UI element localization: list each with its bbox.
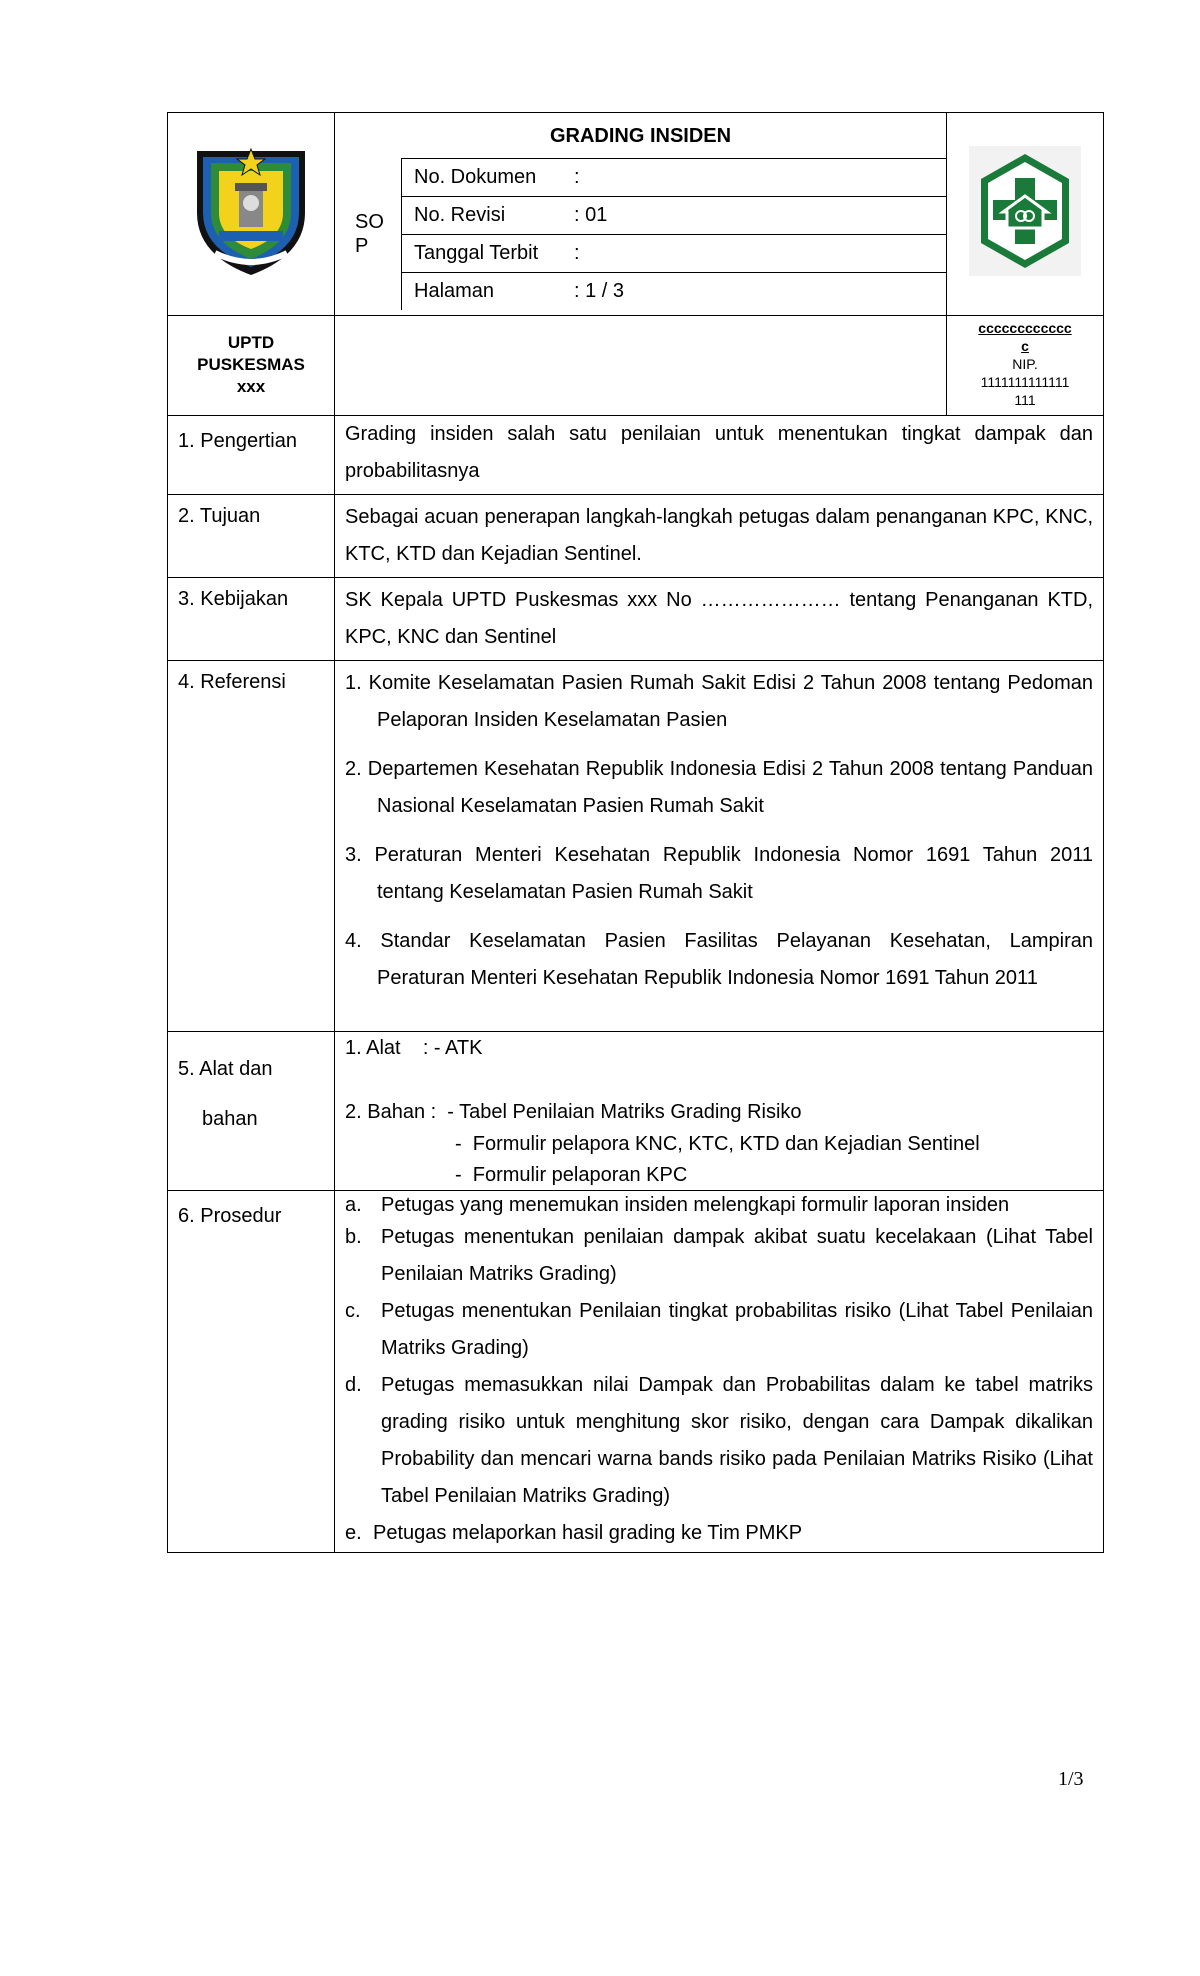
bahan-line: 2. Bahan : - Tabel Penilaian Matriks Grading Risiko (345, 1101, 802, 1123)
section-label-kebijakan: 3. Kebijakan (168, 578, 335, 661)
blank-cell (335, 316, 947, 416)
sop-table (167, 112, 1104, 1553)
signer-name-cont: c (1021, 338, 1029, 354)
list-item: 1. Komite Keselamatan Pasien Rumah Sakit Edisi 2 Tahun 2008 tentang Pedoman Pelaporan Insiden Keselamatan Pasien (345, 672, 1093, 731)
puskesmas-logo-cell (947, 113, 1104, 316)
meta-row-halaman (402, 273, 947, 311)
list-marker: d. (345, 1374, 362, 1396)
sop-document (167, 112, 1103, 1553)
list-marker: e. (345, 1522, 362, 1544)
list-text: Petugas yang menemukan insiden melengkapi formulir laporan insiden (381, 1194, 1010, 1216)
section-label-prosedur: 6. Prosedur (168, 1191, 335, 1553)
list-item (335, 1293, 1093, 1367)
signer-name: cccccccccccc (978, 320, 1072, 336)
meta-label: Tanggal Terbit (414, 242, 539, 264)
meta-label: Halaman (414, 280, 495, 302)
bahan-item: - Formulir pelapora KNC, KTC, KTD dan Kejadian Sentinel (455, 1133, 980, 1155)
document-title: GRADING INSIDEN (549, 125, 732, 147)
list-item (335, 1515, 1093, 1552)
list-item: 3. Peraturan Menteri Kesehatan Republik Indonesia Nomor 1691 Tahun 2011 tentang Keselamatan Pasien Rumah Sakit (345, 844, 1093, 903)
unit-name (168, 316, 334, 398)
bahan-item: - Formulir pelaporan KPC (455, 1164, 688, 1186)
page-number: 1/3 (1058, 1768, 1084, 1790)
procedure-list (335, 1191, 1093, 1552)
section-text-kebijakan: SK Kepala UPTD Puskesmas xxx No ………………… tentang Penanganan KTD, KPC, KNC dan Sentinel (335, 578, 1104, 661)
list-item (335, 1367, 1093, 1515)
regency-emblem-icon (189, 143, 313, 279)
section-content-alat (335, 1032, 1104, 1191)
label-line: 5. Alat dan (178, 1058, 273, 1080)
list-item: 2. Departemen Kesehatan Republik Indonesia Edisi 2 Tahun 2008 tentang Panduan Nasional Keselamatan Pasien Rumah Sakit (345, 758, 1093, 817)
header-center-cell (335, 113, 947, 316)
meta-label: No. Revisi (414, 204, 506, 226)
meta-value: : (574, 166, 580, 188)
unit-line: PUSKESMAS (197, 355, 305, 374)
reference-list (345, 665, 1093, 997)
signer-block (947, 316, 1103, 409)
document-meta-table (335, 158, 946, 310)
sop-label (335, 159, 402, 311)
list-item (335, 1219, 1093, 1293)
unit-line: UPTD (227, 333, 275, 352)
section-text-pengertian: Grading insiden salah satu penilaian untuk menentukan tingkat dampak dan probabilitasnya (335, 416, 1104, 495)
section-text-tujuan: Sebagai acuan penerapan langkah-langkah petugas dalam penanganan KPC, KNC, KTC, KTD dan Kejadian Sentinel. (335, 495, 1104, 578)
section-label-pengertian: 1. Pengertian (168, 416, 335, 495)
meta-row-revisi (402, 197, 947, 235)
meta-label: No. Dokumen (414, 166, 537, 188)
unit-line: xxx (236, 377, 266, 396)
meta-row-tanggal (402, 235, 947, 273)
list-item (335, 1191, 1093, 1219)
section-label-alat (168, 1032, 335, 1191)
nip-label: NIP. (1012, 356, 1038, 372)
signer-cell (947, 316, 1104, 416)
meta-value: : 1 / 3 (574, 280, 625, 302)
nip-value: 1111111111111 (980, 374, 1070, 390)
nip-value-cont: 111 (1014, 392, 1036, 408)
sop-text: SO P (355, 211, 384, 258)
meta-value: : (574, 242, 580, 264)
unit-cell (168, 316, 335, 416)
puskesmas-logo-icon (969, 146, 1081, 276)
list-text: Petugas menentukan Penilaian tingkat probabilitas risiko (Lihat Tabel Penilaian Matriks Grading) (381, 1300, 1093, 1359)
section-content-prosedur (335, 1191, 1104, 1553)
list-text: Petugas menentukan penilaian dampak akibat suatu kecelakaan (Lihat Tabel Penilaian Matriks Grading) (381, 1226, 1093, 1285)
section-label-tujuan: 2. Tujuan (168, 495, 335, 578)
list-text: Petugas memasukkan nilai Dampak dan Probabilitas dalam ke tabel matriks grading risiko untuk menghitung skor risiko, dengan cara Dampak dikalikan Probability dan mencari warna bands risiko pada Penilaian Matriks Risiko (Lihat Tabel Penilaian Matriks Grading) (381, 1374, 1093, 1507)
regency-logo-cell (168, 113, 335, 316)
alat-line: 1. Alat : - ATK (345, 1037, 483, 1059)
list-item: 4. Standar Keselamatan Pasien Fasilitas Pelayanan Kesehatan, Lampiran Peraturan Menteri Kesehatan Republik Indonesia Nomor 1691 Tahun 2011 (345, 930, 1093, 989)
section-label-referensi: 4. Referensi (168, 661, 335, 1032)
list-marker: b. (345, 1226, 362, 1248)
list-text: Petugas melaporkan hasil grading ke Tim PMKP (373, 1522, 803, 1544)
section-content-referensi (335, 661, 1104, 1032)
list-marker: a. (345, 1194, 362, 1216)
list-marker: c. (345, 1300, 361, 1322)
meta-row-dokumen (402, 159, 947, 197)
label-line: bahan (202, 1108, 258, 1130)
meta-value: : 01 (574, 204, 608, 226)
